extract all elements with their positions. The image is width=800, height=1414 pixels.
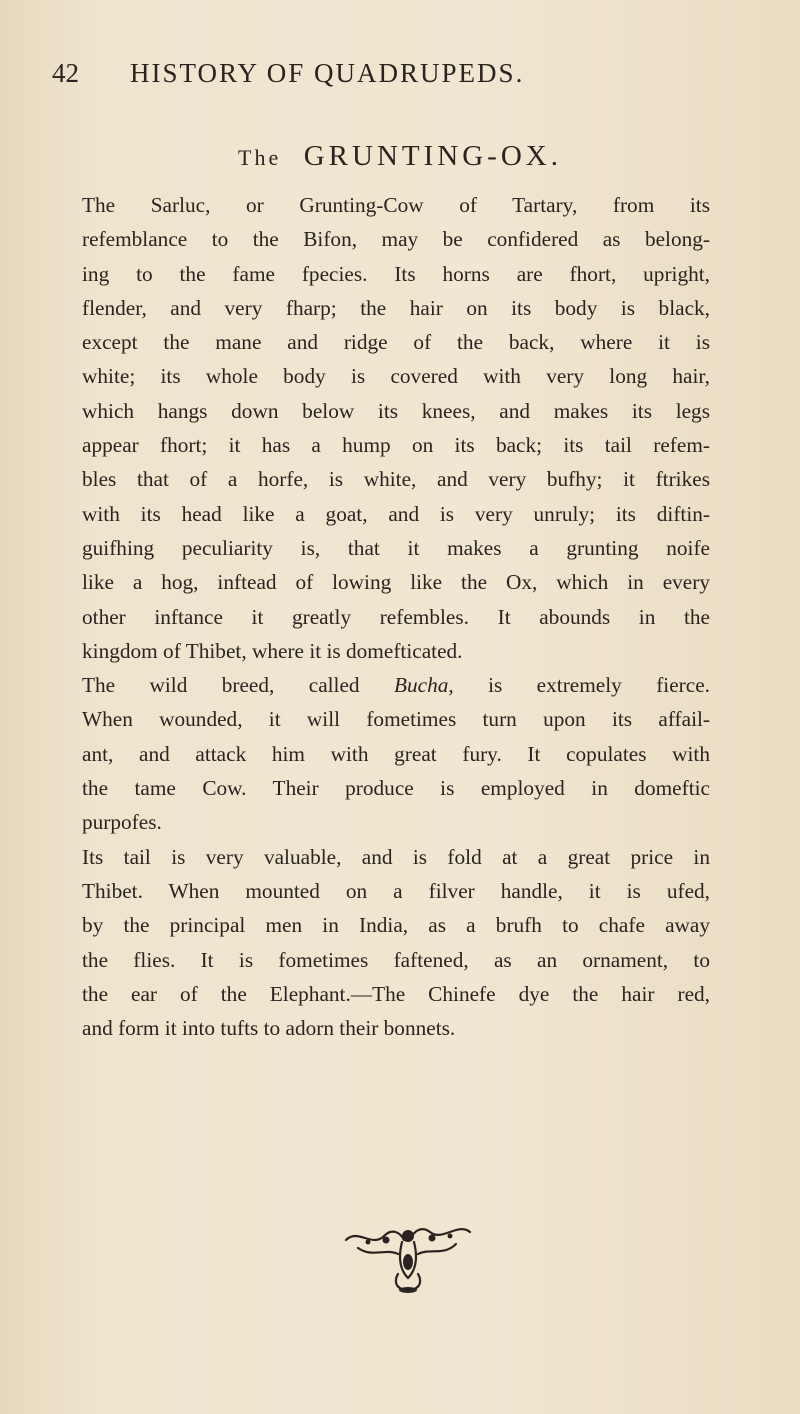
text-line: guifhing peculiarity is, that it makes a grunting noife [82,535,710,560]
text-line: like a hog, inftead of lowing like the Ox, which in every [82,570,710,595]
text-line: kingdom of Thibet, where it is domefticated. [82,638,463,663]
text-line: flender, and very fharp; the hair on its body is black, [82,295,710,320]
text-line: The wild breed, called Bucha, is extremely fierce. [82,673,710,698]
text-line: and form it into tufts to adorn their bonnets. [82,1016,456,1041]
text-line: The Sarluc, or Grunting-Cow of Tartary, from its [82,193,710,217]
body-text [82,188,710,1045]
text-line: which hangs down below its knees, and makes its legs [82,398,710,423]
text-line: the tame Cow. Their produce is employed in domeftic [82,776,710,801]
text-line: by the principal men in India, as a brufh to chafe away [82,913,710,938]
text-line: appear fhort; it has a hump on its back; its tail refem- [82,433,710,458]
text-line: purpofes. [82,810,162,835]
text-line: the ear of the Elephant.—The Chinefe dye the hair red, [82,981,710,1006]
running-head [52,58,692,89]
text-line: Thibet. When mounted on a filver handle, it is ufed, [82,878,710,903]
page-number: 42 [52,58,79,88]
text-line: bles that of a horfe, is white, and very bufhy; it ftrikes [82,467,710,492]
chapter-title-the: The [238,145,282,170]
text-line: When wounded, it will fometimes turn upon its affail- [82,707,710,732]
chapter-title [0,140,800,173]
text-line: with its head like a goat, and is very unruly; its diftin- [82,501,710,526]
text-line: ing to the fame fpecies. Its horns are fhort, upright, [82,261,710,286]
text-line: the flies. It is fometimes faftened, as an ornament, to [82,947,710,972]
text-line: ant, and attack him with great fury. It copulates with [82,741,710,766]
running-title: HISTORY OF QUADRUPEDS. [130,58,525,88]
text-line: other inftance it greatly refembles. It abounds in the [82,604,710,629]
text-line: white; its whole body is covered with very long hair, [82,364,710,389]
text-line: Its tail is very valuable, and is fold at a great price in [82,844,710,869]
chapter-title-main: GRUNTING-OX. [303,140,562,172]
text-line: except the mane and ridge of the back, where it is [82,330,710,355]
floral-tailpiece-icon [338,1218,478,1298]
text-line: refemblance to the Bifon, may be confidered as belong- [82,227,710,252]
